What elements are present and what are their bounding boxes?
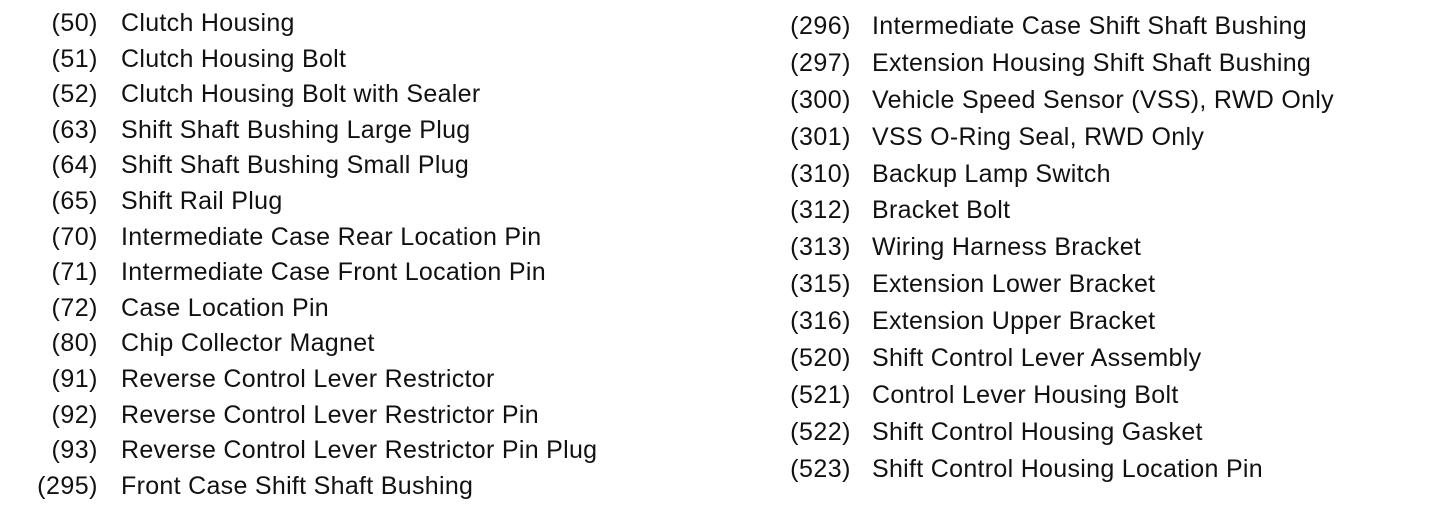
legend-item-number: (52) xyxy=(51,80,98,109)
legend-item-label: Control Lever Housing Bolt xyxy=(872,380,1179,409)
legend-item xyxy=(755,8,1455,45)
legend-item-label: Extension Upper Bracket xyxy=(872,307,1156,336)
legend-column-right xyxy=(755,8,1455,488)
legend-item-label: Intermediate Case Front Location Pin xyxy=(121,258,546,287)
legend-item xyxy=(755,82,1455,119)
legend-item-number: (523) xyxy=(790,454,851,483)
legend-item-number: (301) xyxy=(790,122,851,151)
legend-item-label: Intermediate Case Shift Shaft Bushing xyxy=(872,12,1307,40)
legend-item-label: Wiring Harness Bracket xyxy=(872,233,1142,262)
legend-item-number: (295) xyxy=(37,471,98,500)
legend-item-number: (316) xyxy=(790,307,851,336)
legend-item-number: (297) xyxy=(790,48,851,77)
legend-item-number: (71) xyxy=(51,258,98,287)
legend-item xyxy=(755,303,1455,340)
legend-item-label: Case Location Pin xyxy=(121,293,330,322)
legend-item xyxy=(0,291,740,327)
legend-item-label: Reverse Control Lever Restrictor Pin xyxy=(121,400,539,429)
legend-item-number: (65) xyxy=(51,186,98,215)
legend-item-number: (51) xyxy=(51,44,98,73)
legend-item-number: (63) xyxy=(51,115,98,144)
legend-item-label: Shift Control Lever Assembly xyxy=(872,344,1202,373)
legend-column-left xyxy=(0,6,740,504)
legend-item-label: Reverse Control Lever Restrictor xyxy=(121,364,495,393)
legend-item-label: Bracket Bolt xyxy=(872,196,1011,225)
legend-item-number: (50) xyxy=(51,9,98,37)
legend-item-number: (91) xyxy=(51,364,98,393)
legend-item xyxy=(755,156,1455,193)
legend-item xyxy=(755,340,1455,377)
legend-item-number: (315) xyxy=(790,270,851,299)
legend-item xyxy=(755,45,1455,82)
legend-item xyxy=(0,469,740,505)
legend-item-label: Front Case Shift Shaft Bushing xyxy=(121,471,474,500)
legend-item-label: Shift Rail Plug xyxy=(121,186,283,215)
legend-item xyxy=(0,398,740,434)
legend-item xyxy=(0,255,740,291)
legend-item-number: (72) xyxy=(51,293,98,322)
legend-item-label: Shift Shaft Bushing Small Plug xyxy=(121,151,470,180)
legend-item-label: Shift Control Housing Location Pin xyxy=(872,454,1263,483)
legend-item-label: Clutch Housing Bolt xyxy=(121,44,347,73)
legend-item xyxy=(755,266,1455,303)
legend-item-label: Shift Shaft Bushing Large Plug xyxy=(121,115,471,144)
legend-item-label: Clutch Housing Bolt with Sealer xyxy=(121,80,481,109)
legend-item xyxy=(0,326,740,362)
legend-item xyxy=(0,362,740,398)
legend-item xyxy=(755,192,1455,229)
legend-item xyxy=(755,377,1455,414)
legend-item-label: Extension Lower Bracket xyxy=(872,270,1156,299)
legend-item-label: Vehicle Speed Sensor (VSS), RWD Only xyxy=(872,85,1334,114)
legend-item xyxy=(0,184,740,220)
legend-item-number: (64) xyxy=(51,151,98,180)
legend-item xyxy=(0,77,740,113)
legend-item xyxy=(755,414,1455,451)
legend-item xyxy=(755,451,1455,488)
legend-item-label: Chip Collector Magnet xyxy=(121,329,375,358)
legend-item-number: (520) xyxy=(790,344,851,373)
legend-item-number: (296) xyxy=(790,12,851,40)
legend-item-label: VSS O-Ring Seal, RWD Only xyxy=(872,122,1205,151)
legend-item xyxy=(0,113,740,149)
legend-item-label: Extension Housing Shift Shaft Bushing xyxy=(872,48,1312,77)
legend-item-number: (310) xyxy=(790,159,851,188)
legend-item xyxy=(0,6,740,42)
legend-item-label: Reverse Control Lever Restrictor Pin Plug xyxy=(121,436,598,465)
legend-item-label: Shift Control Housing Gasket xyxy=(872,417,1203,446)
legend-item xyxy=(0,433,740,469)
legend-item xyxy=(0,220,740,256)
legend-item-number: (312) xyxy=(790,196,851,225)
legend-item-number: (522) xyxy=(790,417,851,446)
legend-item-number: (80) xyxy=(51,329,98,358)
legend-item-number: (92) xyxy=(51,400,98,429)
legend-item-label: Clutch Housing xyxy=(121,9,295,37)
legend-item xyxy=(0,148,740,184)
legend-item xyxy=(755,119,1455,156)
legend-item xyxy=(755,229,1455,266)
legend-item-number: (70) xyxy=(51,222,98,251)
legend-item-number: (300) xyxy=(790,85,851,114)
legend-item-number: (313) xyxy=(790,233,851,262)
legend-item-number: (93) xyxy=(51,436,98,465)
legend-item-number: (521) xyxy=(790,380,851,409)
legend-item xyxy=(0,42,740,78)
legend-item-label: Backup Lamp Switch xyxy=(872,159,1111,188)
legend-item-label: Intermediate Case Rear Location Pin xyxy=(121,222,542,251)
